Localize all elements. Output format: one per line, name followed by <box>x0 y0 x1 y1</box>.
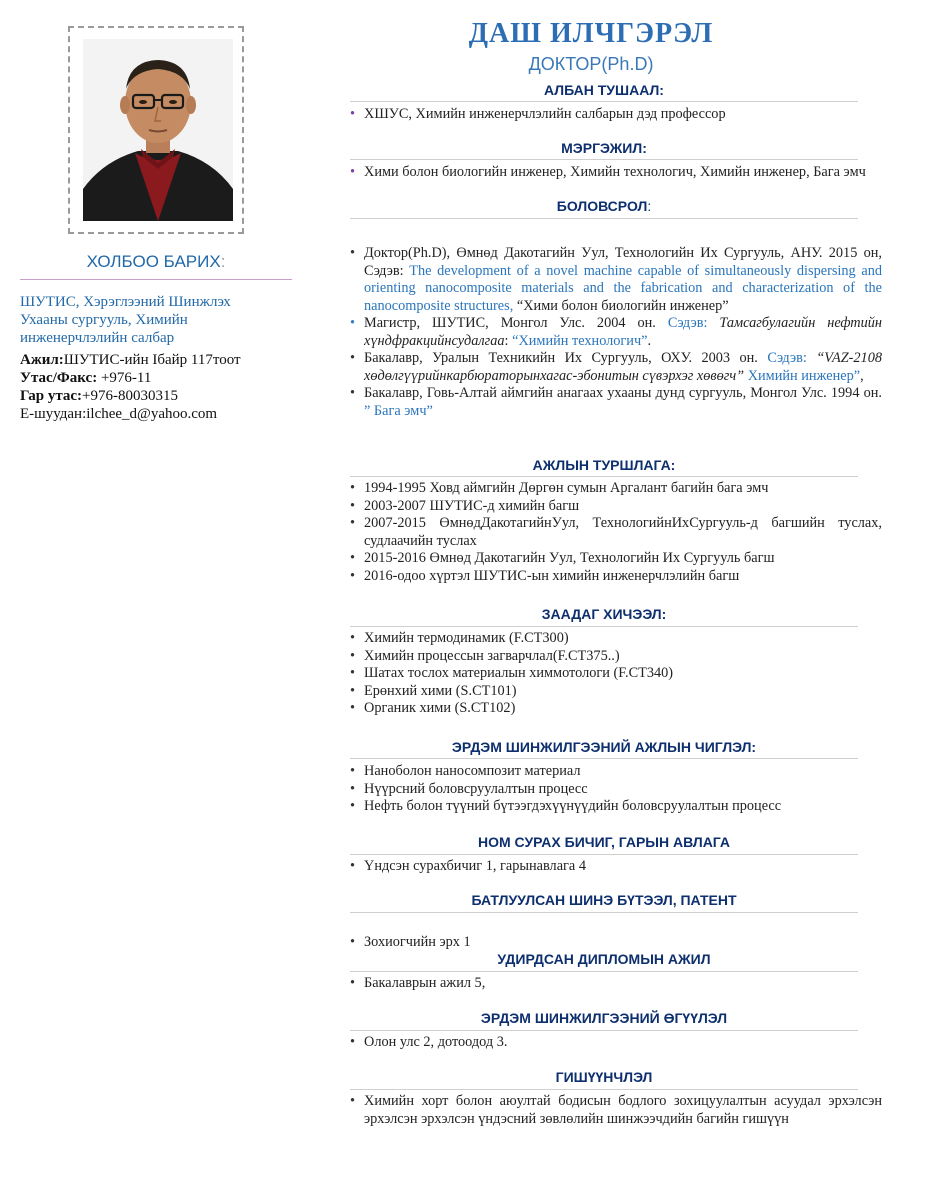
work-address: Ажил:ШУТИС-ийн Iбайр 117тоот <box>20 352 241 368</box>
section-divider <box>350 159 858 160</box>
section-title-papers: ЭРДЭМ ШИНЖИЛГЭЭНИЙ ӨГҮҮЛЭЛ <box>480 1010 728 1026</box>
list-item: • Үндсэн сурахбичиг 1, гарынавлага 4 <box>350 858 882 876</box>
list-item: • Химийн хорт болон аюултай бодисын бодлого зохицуулалтын асуудал эрхэлсэн эрхэлсэн эрхэлсэн үндэсний зөвлөлийн шинжээчдийн багийн гишүүн <box>350 1093 882 1128</box>
list-item: • Ерөнхий хими (S.CT101) <box>350 683 882 701</box>
contact-heading: ХОЛБОО БАРИХ: <box>86 252 226 271</box>
section-title-patents: БАТЛУУЛСАН ШИНЭ БҮТЭЭЛ, ПАТЕНТ <box>471 892 737 908</box>
list-item: • Шатах тослох материалын химмотологи (F.CT340) <box>350 665 882 683</box>
section-divider <box>350 218 858 219</box>
list-item: • Нефть болон түүний бүтээгдэхүүнүүдийн боловсруулалтын процесс <box>350 798 882 816</box>
list-item: • Зохиогчийн эрх 1 <box>350 934 882 952</box>
section-divider <box>350 854 858 855</box>
section-divider <box>350 912 858 913</box>
contact-organization: ШУТИС, Хэрэглээний Шинжлэх Ухааны сургууль, Химийн инженерчлэлийн салбар <box>20 294 231 346</box>
section-title-courses: ЗААДАГ ХИЧЭЭЛ: <box>541 606 667 622</box>
section-divider <box>350 1089 858 1090</box>
section-divider <box>350 476 858 477</box>
section-title-theses: УДИРДСАН ДИПЛОМЫН АЖИЛ <box>497 951 711 967</box>
section-title-experience: АЖЛЫН ТУРШЛАГА: <box>532 457 676 473</box>
list-item: • 2007-2015 ӨмнөдДакотагийнУул, ТехнологийнИхСургууль-д багшийн туслах, судлаачийн туслах <box>350 515 882 550</box>
books-list <box>350 858 882 876</box>
list-item: • Бакалаврын ажил 5, <box>350 975 882 993</box>
list-item: • Химийн термодинамик (F.CT300) <box>350 630 882 648</box>
profession-list <box>350 164 882 182</box>
photo-frame <box>68 26 244 234</box>
section-divider <box>350 626 858 627</box>
list-item: • Химийн процессын загварчлал(F.CT375..) <box>350 648 882 666</box>
list-item: • 1994-1995 Ховд аймгийн Дөргөн сумын Аргалант багийн бага эмч <box>350 480 882 498</box>
list-item: • 2003-2007 ШУТИС-д химийн багш <box>350 498 882 516</box>
contact-details <box>20 351 300 423</box>
section-title-books: НОМ СУРАХ БИЧИГ, ГАРЫН АВЛАГА <box>478 834 730 850</box>
list-item: • Магистр, ШУТИС, Монгол Улс. 2004 он. Сэдэв: Тамсагбулагийн нефтийн хүндфракцийнсудалгаа: “Химийн технологич”. <box>350 315 882 350</box>
list-item: • 2016-одоо хүртэл ШУТИС-ын химийн инженерчлэлийн багш <box>350 568 882 586</box>
section-divider <box>350 758 858 759</box>
section-title-position: АЛБАН ТУШААЛ: <box>544 82 664 98</box>
research-list <box>350 763 882 816</box>
section-divider <box>350 1030 858 1031</box>
position-list <box>350 106 882 124</box>
person-name: ДАШ ИЛЧГЭРЭЛ <box>468 18 714 49</box>
list-item: • Нүүрсний боловсруулалтын процесс <box>350 781 882 799</box>
list-item: • 2015-2016 Өмнөд Дакотагийн Уул, Технологийн Их Сургууль багш <box>350 550 882 568</box>
list-item: • Органик хими (S.CT102) <box>350 700 882 718</box>
list-item: • Бакалавр, Уралын Техникийн Их Сургууль, ОХУ. 2003 он. Сэдэв: “VAZ-2108 хөдөлгүүрийнкарбюраторынхагас-эбонитын сүвэрхэг хөвөгч” Химийн инженер”, <box>350 350 882 385</box>
theses-list <box>350 975 882 993</box>
contact-divider <box>20 279 292 280</box>
section-title-membership: ГИШҮҮНЧЛЭЛ <box>555 1069 653 1085</box>
courses-list <box>350 630 882 718</box>
section-divider <box>350 101 858 102</box>
section-title-education: БОЛОВСРОЛ: <box>556 198 652 214</box>
section-divider <box>350 971 858 972</box>
section-title-profession: МЭРГЭЖИЛ: <box>561 140 647 156</box>
email-address[interactable]: E-шуудан:ilchee_d@yahoo.com <box>20 406 218 422</box>
list-item: • Хими болон биологийн инженер, Химийн технологич, Химийн инженер, Бага эмч <box>350 164 882 182</box>
papers-list <box>350 1034 882 1052</box>
list-item: • Бакалавр, Говь-Алтай аймгийн анагаах ухааны дунд сургууль, Монгол Улс. 1994 он. ” Бага эмч” <box>350 385 882 420</box>
profile-photo <box>83 39 233 221</box>
phone-fax: Утас/Факс: +976-11 <box>20 370 152 386</box>
mobile-phone: Гар утас:+976-80030315 <box>20 388 178 404</box>
section-title-research: ЭРДЭМ ШИНЖИЛГЭЭНИЙ АЖЛЫН ЧИГЛЭЛ: <box>451 739 757 755</box>
list-item: • ХШУС, Химийн инженерчлэлийн салбарын дэд профессор <box>350 106 882 124</box>
patents-list <box>350 934 882 952</box>
list-item: • Олон улс 2, дотоодод 3. <box>350 1034 882 1052</box>
experience-list <box>350 480 882 585</box>
education-list <box>350 245 882 420</box>
membership-list <box>350 1093 882 1128</box>
academic-degree: ДОКТОР(Ph.D) <box>528 54 654 74</box>
list-item: • Доктор(Ph.D), Өмнөд Дакотагийн Уул, Технологийн Их Сургууль, АНУ. 2015 он, Сэдэв: The development of a novel machine capable of simultaneously dispersing and orienting nanocomposite materials and the fabrication and characterization of the nanocomposite structures, “Хими болон биологийн инженер” <box>350 245 882 315</box>
list-item: • Наноболон наносомпозит материал <box>350 763 882 781</box>
